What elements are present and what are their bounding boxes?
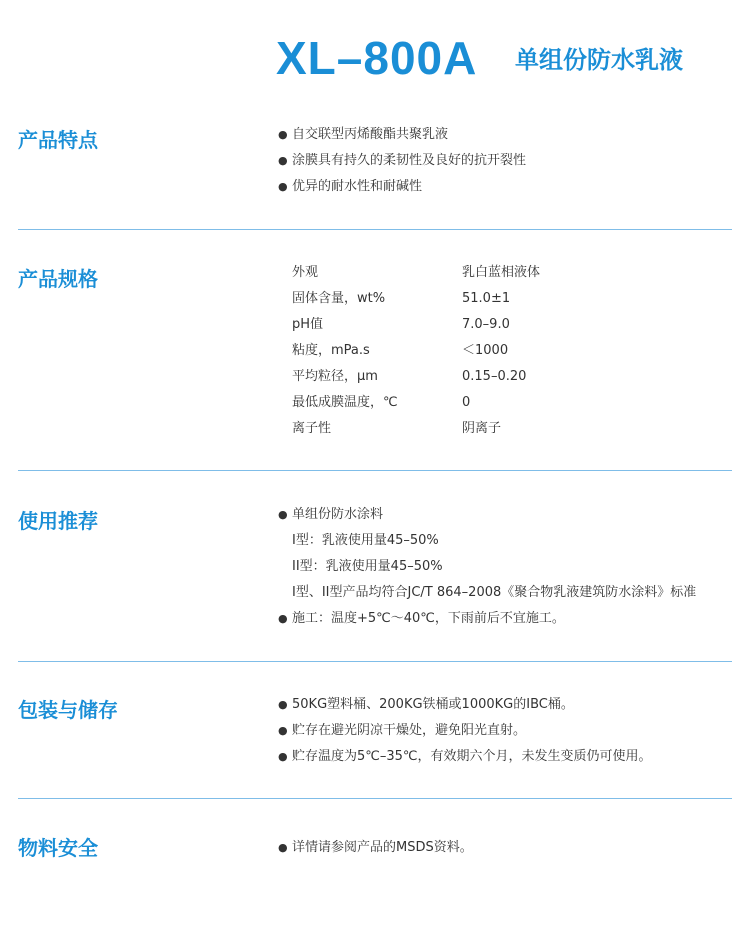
bullet-icon: ● <box>278 128 288 141</box>
specs-title: 产品规格 <box>18 267 98 291</box>
bullet-icon: ● <box>278 612 288 625</box>
safety-title: 物料安全 <box>18 836 98 860</box>
bullet-icon: ● <box>278 750 288 763</box>
specs-table <box>292 260 540 442</box>
packaging-list <box>278 692 652 770</box>
list-item: ● 自交联型丙烯酸酯共聚乳液 <box>278 122 526 148</box>
packaging-title: 包装与储存 <box>18 698 118 722</box>
table-row: 平均粒径，μm 0.15–0.20 <box>292 369 527 384</box>
table-row: 离子性 阴离子 <box>292 421 502 436</box>
list-item: ● 涂膜具有持久的柔韧性及良好的抗开裂性 <box>278 148 526 174</box>
safety-list <box>278 835 473 861</box>
table-row: 最低成膜温度，℃ 0 <box>292 395 471 410</box>
divider <box>18 470 732 471</box>
list-item: ● 优异的耐水性和耐碱性 <box>278 174 526 200</box>
list-item: ● 详情请参阅产品的MSDS资料。 <box>278 835 473 861</box>
list-subitem: II型：乳液使用量45–50% <box>292 559 443 574</box>
bullet-icon: ● <box>278 841 288 854</box>
divider <box>18 798 732 799</box>
table-row: pH值 7.0–9.0 <box>292 317 510 332</box>
table-row: 外观 乳白蓝相液体 <box>292 265 541 280</box>
bullet-icon: ● <box>278 698 288 711</box>
product-name: 单组份防水乳液 <box>515 46 683 74</box>
list-item: ● 贮存温度为5℃–35℃，有效期六个月，未发生变质仍可使用。 <box>278 744 652 770</box>
usage-title: 使用推荐 <box>18 509 98 533</box>
usage-list <box>278 502 696 632</box>
divider <box>18 661 732 662</box>
bullet-icon: ● <box>278 508 288 521</box>
list-item: ● 50KG塑料桶、200KG铁桶或1000KG的IBC桶。 <box>278 692 652 718</box>
list-subitem: I型、II型产品均符合JC/T 864–2008《聚合物乳液建筑防水涂料》标准 <box>292 585 697 600</box>
header <box>0 0 750 100</box>
features-title: 产品特点 <box>18 128 98 152</box>
list-item: ● 单组份防水涂料 <box>278 502 696 528</box>
list-subitem: I型：乳液使用量45–50% <box>292 533 439 548</box>
bullet-icon: ● <box>278 180 288 193</box>
table-row: 粘度，mPa.s ＜1000 <box>292 343 509 358</box>
table-row: 固体含量，wt% 51.0±1 <box>292 291 511 306</box>
bullet-icon: ● <box>278 724 288 737</box>
list-item: ● 贮存在避光阴凉干燥处，避免阳光直射。 <box>278 718 652 744</box>
list-item: ● 施工：温度+5℃～40℃，下雨前后不宜施工。 <box>278 606 696 632</box>
product-model: XL–800A <box>276 32 478 84</box>
divider <box>18 229 732 230</box>
bullet-icon: ● <box>278 154 288 167</box>
features-list <box>278 122 526 200</box>
